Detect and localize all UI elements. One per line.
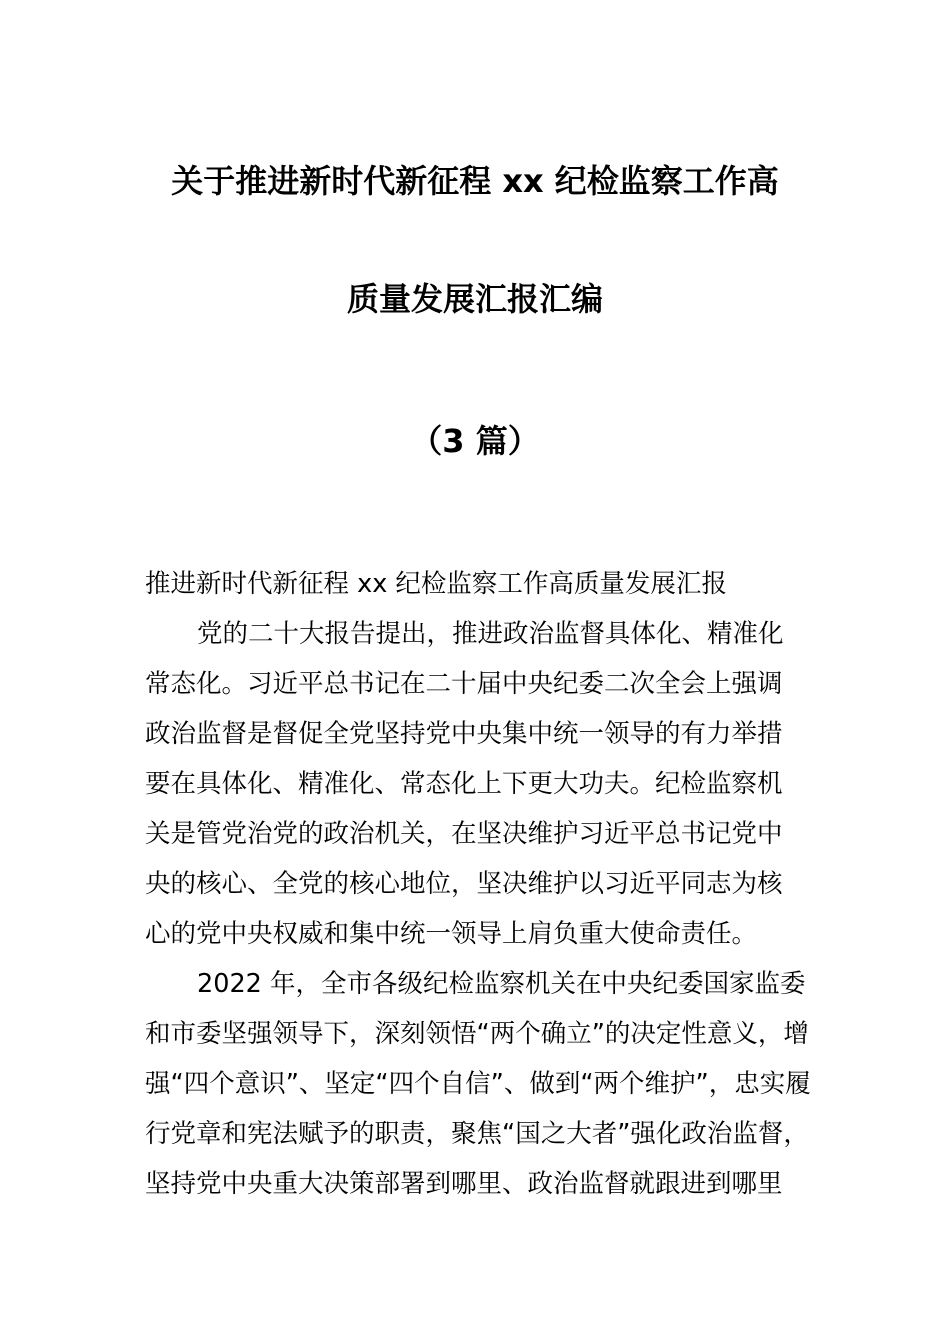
document-title-line-2: 质量发展汇报汇编 bbox=[346, 280, 603, 318]
paragraph-line: 坚持党中央重大决策部署到哪里、政治监督就跟进到哪里 bbox=[145, 1169, 783, 1199]
paragraph-line: 强“四个意识”、坚定“四个自信”、做到“两个维护”，忠实履 bbox=[145, 1069, 811, 1099]
document-title-line-1: 关于推进新时代新征程 xx 纪检监察工作高 bbox=[171, 162, 779, 200]
paragraph-line: 关是管党治党的政治机关，在坚决维护习近平总书记党中 bbox=[145, 819, 783, 849]
paragraph-2 bbox=[145, 959, 810, 1209]
paragraph-line: 要在具体化、精准化、常态化上下更大功夫。纪检监察机 bbox=[145, 769, 783, 799]
paragraph-line: 2022 年，全市各级纪检监察机关在中央纪委国家监委 bbox=[197, 969, 806, 999]
section-subheading: 推进新时代新征程 xx 纪检监察工作高质量发展汇报 bbox=[145, 569, 727, 599]
paragraph-line: 心的党中央权威和集中统一领导上肩负重大使命责任。 bbox=[145, 919, 758, 949]
paragraph-line: 行党章和宪法赋予的职责，聚焦“国之大者”强化政治监督， bbox=[145, 1119, 809, 1149]
paragraph-line: 政治监督是督促全党坚持党中央集中统一领导的有力举措 bbox=[145, 719, 783, 749]
document-title-count: （3 篇） bbox=[410, 422, 540, 460]
paragraph-1 bbox=[145, 609, 810, 959]
document-body bbox=[145, 559, 810, 1209]
paragraph-line: 和市委坚强领导下，深刻领悟“两个确立”的决定性意义，增 bbox=[145, 1019, 809, 1049]
paragraph-line: 党的二十大报告提出，推进政治监督具体化、精准化 bbox=[197, 619, 784, 649]
paragraph-line: 常态化。习近平总书记在二十届中央纪委二次全会上强调 bbox=[145, 669, 783, 699]
paragraph-line: 央的核心、全党的核心地位，坚决维护以习近平同志为核 bbox=[145, 869, 783, 899]
